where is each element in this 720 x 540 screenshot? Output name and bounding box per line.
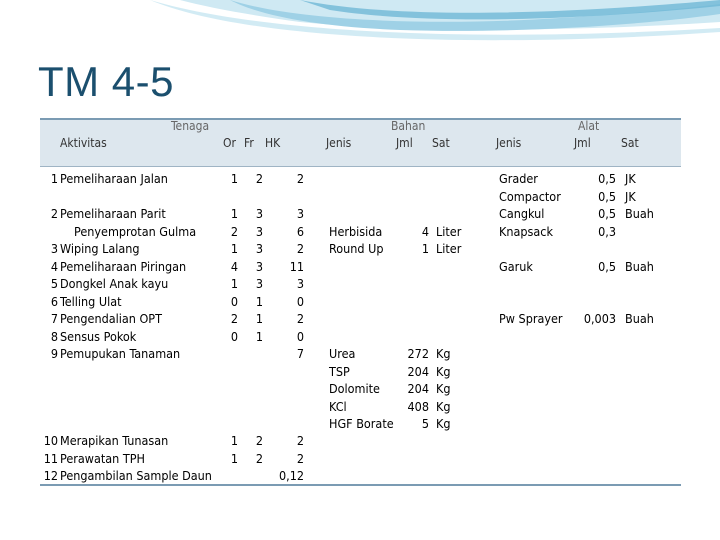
activity-name: Penyemprotan Gulma bbox=[74, 223, 197, 239]
material-name: TSP bbox=[329, 363, 350, 379]
activity-fr-value: 2 bbox=[255, 450, 263, 466]
material-unit: Kg bbox=[436, 398, 451, 414]
activity-number: 10 bbox=[43, 433, 58, 448]
header-jml-bahan: Jml bbox=[396, 136, 413, 150]
activity-name: Sensus Pokok bbox=[60, 328, 137, 344]
activity-fr-value: 3 bbox=[255, 223, 263, 239]
header-jenis-bahan: Jenis bbox=[326, 136, 352, 150]
activity-name: Pemupukan Tanaman bbox=[60, 346, 181, 361]
activity-name: Telling Ulat bbox=[60, 293, 122, 309]
activity-number: 12 bbox=[43, 468, 58, 483]
activity-hk-value: 7 bbox=[296, 346, 304, 361]
activity-fr-value: 1 bbox=[255, 328, 263, 344]
tool-quantity: 0,5 bbox=[598, 206, 616, 221]
activity-or-value: 1 bbox=[230, 276, 238, 291]
activity-name: Pemeliharaan Parit bbox=[60, 206, 166, 221]
activity-hk-value: 2 bbox=[296, 450, 304, 466]
material-unit: Kg bbox=[436, 346, 451, 361]
activity-or-value: 4 bbox=[230, 258, 238, 274]
tool-name: Compactor bbox=[499, 188, 561, 204]
page-title: TM 4-5 bbox=[38, 58, 175, 105]
activity-number: 5 bbox=[50, 276, 58, 291]
activity-fr-value: 3 bbox=[255, 206, 263, 221]
material-quantity: 408 bbox=[407, 398, 429, 414]
header-aktivitas: Aktivitas bbox=[60, 136, 107, 150]
tool-unit: JK bbox=[625, 188, 636, 204]
activity-hk-value: 3 bbox=[296, 206, 304, 221]
material-unit: Liter bbox=[436, 223, 462, 239]
activity-or-value: 1 bbox=[230, 241, 238, 256]
activity-number: 9 bbox=[50, 346, 58, 361]
material-unit: Liter bbox=[436, 241, 462, 256]
activity-or-value: 1 bbox=[230, 433, 238, 448]
header-jml-alat: Jml bbox=[574, 136, 591, 150]
activity-name: Dongkel Anak kayu bbox=[60, 276, 169, 291]
tool-quantity: 0,5 bbox=[598, 188, 616, 204]
activity-number: 8 bbox=[50, 328, 58, 344]
activity-hk-value: 0 bbox=[296, 328, 304, 344]
tool-name: Garuk bbox=[499, 258, 533, 274]
tool-quantity: 0,5 bbox=[598, 258, 616, 274]
material-name: Urea bbox=[329, 346, 356, 361]
header-sat-bahan: Sat bbox=[432, 136, 450, 150]
material-quantity: 204 bbox=[407, 381, 429, 396]
activity-fr-value: 2 bbox=[255, 171, 263, 186]
header-alat: Alat bbox=[578, 119, 600, 133]
activity-name: Pengendalian OPT bbox=[60, 311, 162, 326]
activity-fr-value: 3 bbox=[255, 276, 263, 291]
header-or: Or bbox=[223, 136, 236, 150]
activity-hk-value: 2 bbox=[296, 433, 304, 448]
activity-number: 11 bbox=[43, 450, 58, 466]
activity-hk-value: 6 bbox=[296, 223, 304, 239]
header-jenis-alat: Jenis bbox=[496, 136, 522, 150]
activity-or-value: 2 bbox=[230, 311, 238, 326]
material-quantity: 1 bbox=[421, 241, 429, 256]
activity-name: Perawatan TPH bbox=[60, 450, 145, 466]
decorative-wave-banner bbox=[0, 0, 720, 60]
activity-hk-value: 2 bbox=[296, 241, 304, 256]
activity-or-value: 1 bbox=[230, 450, 238, 466]
activity-hk-value: 11 bbox=[289, 258, 304, 274]
activity-hk-value: 0,12 bbox=[278, 468, 304, 483]
material-unit: Kg bbox=[436, 363, 451, 379]
header-bahan: Bahan bbox=[391, 119, 426, 133]
material-quantity: 272 bbox=[407, 346, 429, 361]
activity-fr-value: 2 bbox=[255, 433, 263, 448]
material-name: KCl bbox=[329, 398, 347, 414]
header-fr: Fr bbox=[244, 136, 254, 150]
material-name: Round Up bbox=[329, 241, 384, 256]
material-name: Herbisida bbox=[329, 223, 383, 239]
activity-or-value: 0 bbox=[230, 328, 238, 344]
activity-number: 4 bbox=[50, 258, 58, 274]
activity-or-value: 1 bbox=[230, 206, 238, 221]
tool-unit: JK bbox=[625, 171, 636, 186]
activity-name: Pemeliharaan Piringan bbox=[60, 258, 187, 274]
activity-name: Pengambilan Sample Daun bbox=[60, 468, 212, 483]
tool-quantity: 0,3 bbox=[598, 223, 616, 239]
material-quantity: 204 bbox=[407, 363, 429, 379]
activity-hk-value: 2 bbox=[296, 311, 304, 326]
activity-fr-value: 1 bbox=[255, 311, 263, 326]
activity-or-value: 1 bbox=[230, 171, 238, 186]
activity-number: 3 bbox=[50, 241, 58, 256]
material-quantity: 5 bbox=[421, 416, 429, 431]
tool-unit: Buah bbox=[625, 206, 654, 221]
activity-number: 2 bbox=[50, 206, 58, 221]
tool-unit: Buah bbox=[625, 311, 654, 326]
tool-name: Knapsack bbox=[499, 223, 553, 239]
tool-name: Pw Sprayer bbox=[499, 311, 563, 326]
tool-unit: Buah bbox=[625, 258, 654, 274]
header-tenaga: Tenaga bbox=[171, 119, 210, 133]
material-name: Dolomite bbox=[329, 381, 380, 396]
tool-quantity: 0,5 bbox=[598, 171, 616, 186]
activity-or-value: 0 bbox=[230, 293, 238, 309]
activity-fr-value: 3 bbox=[255, 241, 263, 256]
material-quantity: 4 bbox=[421, 223, 429, 239]
activity-fr-value: 3 bbox=[255, 258, 263, 274]
activity-hk-value: 2 bbox=[296, 171, 304, 186]
activity-hk-value: 0 bbox=[296, 293, 304, 309]
tool-name: Grader bbox=[499, 171, 538, 186]
header-hk: HK bbox=[265, 136, 281, 150]
tool-quantity: 0,003 bbox=[583, 311, 616, 326]
activity-number: 7 bbox=[50, 311, 58, 326]
activity-name: Pemeliharaan Jalan bbox=[60, 171, 168, 186]
material-unit: Kg bbox=[436, 416, 451, 431]
material-unit: Kg bbox=[436, 381, 451, 396]
activity-fr-value: 1 bbox=[255, 293, 263, 309]
activity-or-value: 2 bbox=[230, 223, 238, 239]
table-header-rule bbox=[40, 166, 681, 167]
activity-name: Wiping Lalang bbox=[60, 241, 140, 256]
activity-hk-value: 3 bbox=[296, 276, 304, 291]
activity-number: 1 bbox=[50, 171, 58, 186]
activity-name: Merapikan Tunasan bbox=[60, 433, 169, 448]
header-sat-alat: Sat bbox=[621, 136, 639, 150]
material-name: HGF Borate bbox=[329, 416, 394, 431]
tool-name: Cangkul bbox=[499, 206, 545, 221]
activity-number: 6 bbox=[50, 293, 58, 309]
